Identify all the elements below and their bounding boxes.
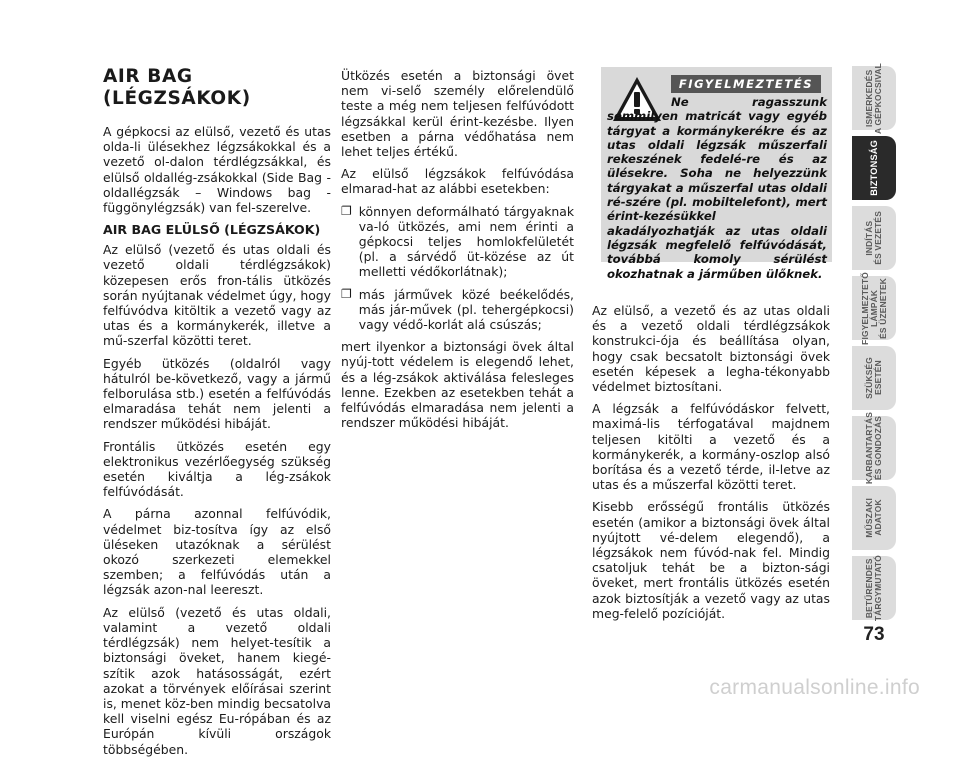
tab-emergency[interactable]: SZÜKSÉG ESETÉN [852,346,896,410]
paragraph: Az elülső, a vezető és az utas oldali és a vezető oldali térdlégzsákok konstrukci-ója és beállítása olyan, hogy csak becsatolt biztonsági övek esetén képesek a legha-tékonyabb védelmet biztosítani. [592,303,830,395]
tab-index[interactable]: BETŰRENDES TÁRGYMUTATÓ [852,556,896,620]
paragraph: A párna azonnal felfúvódik, védelmet biz-tosítva így az első üléseken utazóknak a sérülést okozó szerkezeti elemekkel szemben; a felfúvódás után a légzsák azon-nal leereszt. [103,506,331,598]
paragraph: Az elülső légzsákok felfúvódása elmarad-hat az alábbi esetekben: [341,166,574,197]
checkbox-bullet-icon: ❐ [341,286,352,301]
chapter-tabs [852,62,896,622]
tab-starting-driving[interactable]: INDÍTÁS ÉS VEZETÉS [852,206,896,270]
tab-warning-lights[interactable]: FIGYELMEZTETŐ LÁMPÁK ÉS ÜZENETEK [852,276,896,340]
list-item [341,287,574,333]
checkbox-bullet-icon: ❐ [341,203,352,218]
section-subheading: AIR BAG ELÜLSŐ (LÉGZSÁKOK) [103,222,321,238]
paragraph: A légzsák a felfúvódáskor felvett, maximá-lis térfogatával majdnem teljesen kitölti a vezető és a kormánykerék, a kormány-oszlop alsó borítása és a vezető térde, il-letve az utas és a műszerfal közötti teret. [592,401,830,493]
intro-paragraph: A gépkocsi az elülső, vezető és utas olda-li ülésekhez légzsákokkal és a vezető ol-dalon térdlégzsákkal, és elülső oldallég-zsákokkal (Side Bag - oldallégzsák – Windows bag - függönylégzsák) van fel-szerelve. [103,124,331,216]
column-1 [103,66,331,764]
warning-title: FIGYELMEZTETÉS [671,75,821,93]
warning-box [601,67,832,281]
paragraph: Az elülső (vezető és utas oldali és vezető oldali térdlégzsákok) közepesen erős fron-tális ütközés során nyújtanak védelmet úgy, hogy felfúvódva kitöltik a vezető vagy az utas és a kormánykerék, illetve a mű-szerfal közötti teret. [103,242,331,349]
list-item-text: könnyen deformálható tárgyaknak va-ló ütközés, ami nem érinti a gépkocsi teljes homlokfelületét (pl. a sárvédő üt-közése az út melletti védőkorlátnak); [358,203,574,280]
page-heading: AIR BAG (LÉGZSÁKOK) [103,66,251,109]
tab-technical-data[interactable]: MŰSZAKI ADATOK [852,486,896,550]
tab-safety[interactable]: BIZTONSÁG [852,136,896,200]
list-item [341,204,574,280]
paragraph: Kisebb erősségű frontális ütközés esetén (amikor a biztonsági övek által nyújtott vé-delem elegendő), a légzsákok nem fúvód-nak fel. Mindig csatoljuk tehát be a bizton-sági öveket, mert frontális ütközés esetén azok biztosítják a vezető vagy az utas meg-felelő pozícióját. [592,499,830,621]
paragraph: Ütközés esetén a biztonsági övet nem vi-selő személy előrelendülő teste a még nem teljesen felfúvódott légzsákkal kerül érint-kezésbe. Ilyen esetben a párna védőhatása nem lehet teljes értékű. [341,68,574,160]
list-item-text: más járművek közé beékelődés, más jár-művek (pl. tehergépkocsi) vagy védő-korlát alá csúszás; [358,286,574,333]
column-2 [341,68,574,437]
tab-maintenance[interactable]: KARBANTARTÁS ÉS GONDOZÁS [852,416,896,480]
tab-getting-to-know[interactable]: ISMERKEDÉS A GÉPKOCSIVAL [852,66,896,130]
paragraph: Az elülső (vezető és utas oldali, valamint a vezető oldali térdlégzsák) nem helyet-tesítik a biztonsági öveket, hanem kiegé-szítik azok hatásosságát, ezért azokat a törvények előírásai szerint is, menet köz-ben mindig becsatolva kell viselni egész Eu-rópában és az Európán kívüli országok többségében. [103,604,331,757]
paragraph: Frontális ütközés esetén egy elektronikus vezérlőegység szükség esetén kiváltja a lég-zsákok felfúvódását. [103,438,331,500]
paragraph: mert ilyenkor a biztonsági övek által nyúj-tott védelem is elegendő lehet, és a lég-zsákok aktiválása felesleges lenne. Ezekben az esetekben tehát a felfúvódás elmaradása nem jelenti a rendszer működési hibáját. [341,339,574,431]
warning-text: Ne ragasszunk semmilyen matricát vagy egyéb tárgyat a kormánykerékre és az utas oldali légzsák műszerfali rekeszének fedelé-re és az ülésekre. Soha ne helyezzünk tárgyakat a műszerfal utas oldali ré-szére (pl. mobiltelefont), mert érint-kezésükkel akadályozhatják az utas oldali légzsák megfelelő felfúvódását, továbbá komoly sérülést okozhatnak a járműben ülőknek. [607,95,827,281]
watermark: carmanualsonline.info [709,676,920,699]
page-number: 73 [863,624,885,645]
paragraph: Egyéb ütközés (oldalról vagy hátulról be-következő, vagy a jármű felborulása stb.) esetén a felfúvódás elmaradása tehát nem jelenti a rendszer működési hibáját. [103,355,331,432]
column-3 [592,303,830,628]
